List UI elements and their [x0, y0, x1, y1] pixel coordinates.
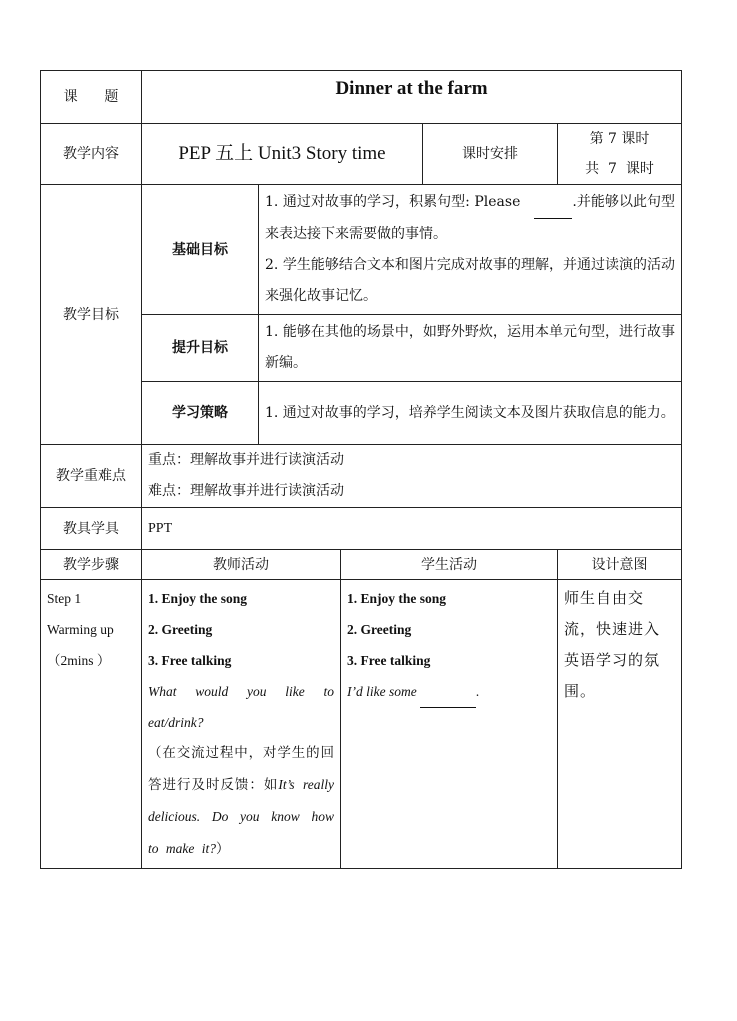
- teacher-item-1: 1. Enjoy the song: [148, 591, 248, 606]
- step1-name-line-2: Warming up: [47, 622, 114, 637]
- key-point-focus: 重点：理解故事并进行读演活动: [148, 452, 344, 468]
- teacher-question-text: What would you like to eat/drink?: [148, 684, 334, 730]
- step1-teacher-activity: [142, 580, 341, 869]
- basic-objective-item-2: 2. 学生能够结合文本和图片完成对故事的理解，并通过读演的活动来强化故事记忆。: [265, 257, 676, 304]
- topic-label: 课 题: [41, 71, 142, 124]
- teacher-question: [148, 676, 334, 738]
- steps-header-teacher: 教师活动: [142, 550, 341, 580]
- schedule-line-2: 共 7 课时: [585, 161, 654, 177]
- objective-basic-row: [41, 185, 682, 315]
- key-point-difficulty: 难点：理解故事并进行读演活动: [148, 483, 344, 499]
- key-points-content: [142, 445, 682, 508]
- teacher-feedback-note: [148, 738, 334, 865]
- steps-header-step: 教学步骤: [41, 550, 142, 580]
- student-item-3: 3. Free talking: [347, 653, 431, 668]
- objectives-label: 教学目标: [41, 185, 142, 445]
- basic-objective-item-1: [265, 187, 675, 250]
- step1-intent: 师生自由交流，快速进入英语学习的氛围。: [558, 580, 682, 869]
- tools-value: PPT: [142, 508, 682, 550]
- answer-blank: [534, 187, 572, 219]
- schedule-line-1: 第 7 课时: [589, 131, 650, 147]
- basic-objective-label: 基础目标: [142, 185, 259, 315]
- student-item-2: 2. Greeting: [347, 622, 412, 637]
- note-suffix: ）: [216, 841, 230, 857]
- content-row: [41, 124, 682, 185]
- topic-value: Dinner at the farm: [142, 71, 682, 124]
- student-item-1: 1. Enjoy the song: [347, 591, 447, 606]
- basic-objective-text: [259, 185, 682, 315]
- steps-header-student: 学生活动: [341, 550, 558, 580]
- student-sentence-text: I’d like some: [347, 684, 417, 699]
- strategy-text: 1. 通过对故事的学习，培养学生阅读文本及图片获取信息的能力。: [259, 382, 682, 445]
- teacher-item-3: 3. Free talking: [148, 653, 232, 668]
- tools-row: [41, 508, 682, 550]
- content-value: PEP 五上 Unit3 Story time: [142, 124, 423, 185]
- note-prefix: （在交流过程中，对学生的回答进行及时反馈：如: [148, 745, 334, 793]
- schedule-value: [558, 124, 682, 185]
- student-sentence-end: .: [476, 684, 480, 699]
- advanced-objective-label: 提升目标: [142, 315, 259, 382]
- student-answer-blank: [420, 676, 476, 708]
- content-label: 教学内容: [41, 124, 142, 185]
- basic-item1-prefix: 1. 通过对故事的学习，积累句型: Please: [265, 194, 521, 210]
- lesson-plan-document: [40, 70, 681, 869]
- tools-label: 教具学具: [41, 508, 142, 550]
- steps-header-row: [41, 550, 682, 580]
- steps-header-intent: 设计意图: [558, 550, 682, 580]
- step1-name: [41, 580, 142, 869]
- step1-student-activity: [341, 580, 558, 869]
- schedule-label: 课时安排: [423, 124, 558, 185]
- key-points-row: [41, 445, 682, 508]
- student-sentence: [347, 676, 551, 708]
- key-points-label: 教学重难点: [41, 445, 142, 508]
- topic-row: [41, 71, 682, 124]
- step1-name-line-1: Step 1: [47, 591, 82, 606]
- step1-row: [41, 580, 682, 869]
- note-italic: It’s really delicious. Do you know how to make it?: [148, 777, 334, 856]
- teacher-item-2: 2. Greeting: [148, 622, 213, 637]
- strategy-label: 学习策略: [142, 382, 259, 445]
- basic-item1-suffix: .并能够以此句型来表达接下来需要做的事情。: [265, 194, 676, 242]
- step1-name-line-3: （2mins ）: [47, 653, 111, 668]
- advanced-objective-text: 1. 能够在其他的场景中，如野外野炊，运用本单元句型，进行故事新编。: [259, 315, 682, 382]
- lesson-plan-table: [40, 70, 682, 869]
